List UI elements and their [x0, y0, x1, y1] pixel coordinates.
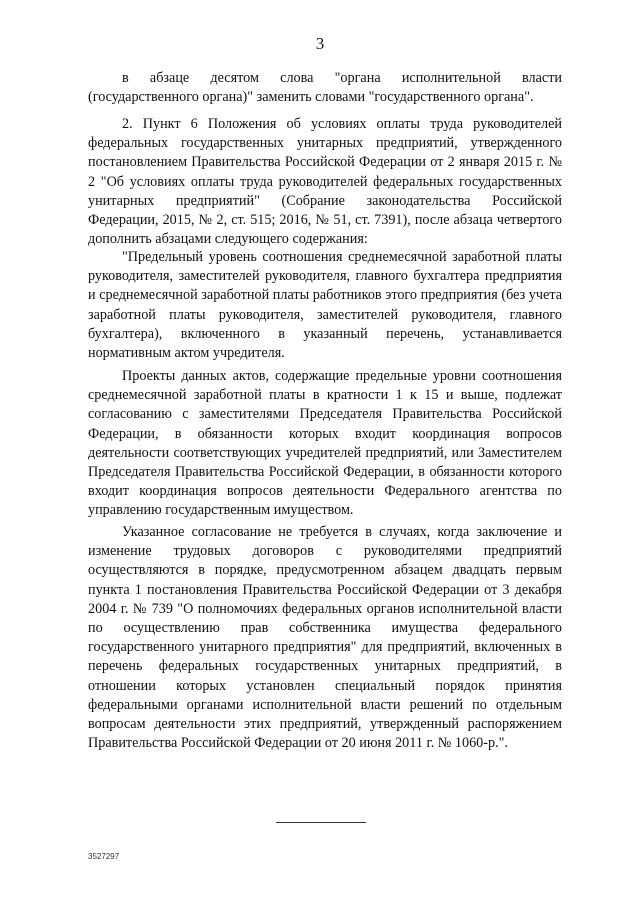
page-number: 3: [315, 34, 325, 53]
paragraph-2-block: [88, 115, 562, 249]
paragraph: в абзаце десятом слова "органа исполнительной власти (государственного органа)" заменить словами "государственного органа".: [88, 70, 562, 106]
paragraph: Проекты данных актов, содержащие предельные уровни соотношения среднемесячной заработной платы в кратности 1 к 15 и выше, подлежат согласованию с заместителями Председателя Правительства Российской Федерации, в обязанности которых входит координация вопросов деятельности соответствующих учредителей предприятий, или Заместителем Председателя Правительства Российской Федерации, в обязанности которого входит координация вопросов деятельности Федерального агентства по управлению государственным имуществом.: [88, 368, 562, 519]
paragraph: Указанное согласование не требуется в случаях, когда заключение и изменение трудовых договоров с руководителями предприятий осуществляются в порядке, предусмотренном абзацем двадцать первым пункта 1 постановления Правительства Российской Федерации от 3 декабря 2004 г. № 739 "О полномочиях федеральных органов исполнительной власти по осуществлению прав собственника имущества федерального государственного унитарного предприятия" для предприятий, включенных в перечень федеральных государственных унитарных предприятий, в отношении которых установлен специальный порядок принятия федеральными органами исполнительной власти решений по отдельным вопросам деятельности этих предприятий, утвержденный распоряжением Правительства Российской Федерации от 20 июня 2011 г. № 1060-р.".: [88, 524, 562, 752]
footer-separator: [276, 822, 366, 823]
paragraph-4-block: [88, 367, 562, 521]
paragraph-5-block: [88, 523, 562, 753]
paragraph: 2. Пункт 6 Положения об условиях оплаты труда руководителей федеральных государственных унитарных предприятий, утвержденного постановлением Правительства Российской Федерации от 2 января 2015 г. № 2 "Об условиях оплаты труда руководителей федеральных государственных унитарных предприятий" (Собрание законодательства Российской Федерации, 2015, № 2, ст. 515; 2016, № 51, ст. 7391), после абзаца четвертого дополнить абзацами следующего содержания:: [88, 116, 562, 248]
paragraph-3-block: [88, 248, 562, 363]
document-code: 3527297: [88, 852, 120, 861]
paragraph-1-block: [88, 69, 562, 107]
paragraph: "Предельный уровень соотношения среднемесячной заработной платы руководителя, заместителей руководителя, главного бухгалтера предприятия и среднемесячной заработной платы работников этого предприятия (без учета заработной платы руководителя, заместителей руководителя, главного бухгалтера), включенного в указанный перечень, устанавливается нормативным актом учредителя.: [88, 249, 562, 362]
